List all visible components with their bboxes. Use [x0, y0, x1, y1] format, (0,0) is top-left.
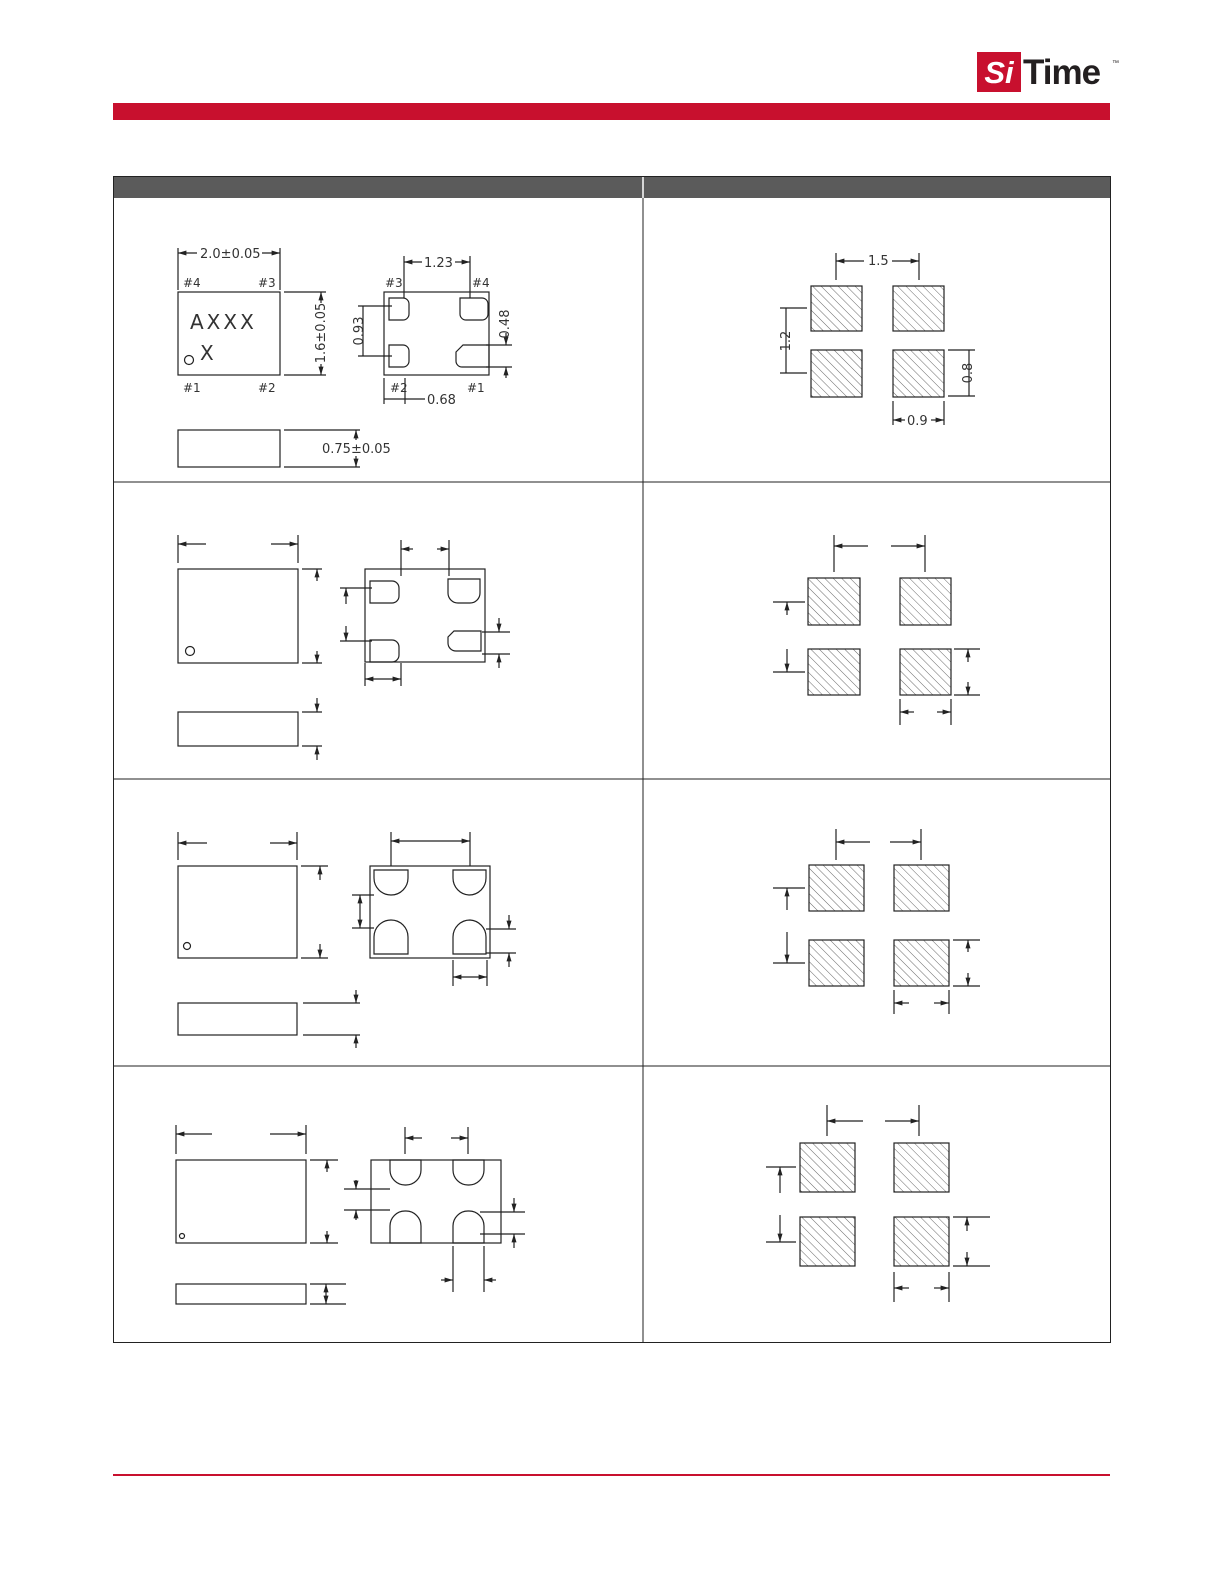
package-drawing-row1 [178, 248, 512, 467]
marking-line1: AXXX [190, 310, 257, 334]
logo-trademark: ™ [1112, 60, 1119, 67]
dim-land-pad-width: 0.9 [907, 414, 928, 429]
footer-accent-rule [113, 1474, 1110, 1476]
dim-land-pad-height: 0.8 [961, 362, 976, 384]
land-pattern-row2 [773, 535, 980, 725]
dim-land-pitch-h: 1.5 [868, 254, 889, 269]
logo-si-text: Si [984, 55, 1014, 90]
dim-top-height: 1.6±0.05 [314, 302, 329, 364]
land-pattern-row4 [766, 1105, 990, 1302]
pin-label-4-bottom: #4 [472, 276, 490, 290]
pin-label-1-top: #1 [183, 381, 201, 395]
pin-label-2-top: #2 [258, 381, 276, 395]
pin-label-1-bottom: #1 [467, 381, 485, 395]
package-drawing-row4 [176, 1125, 525, 1304]
package-drawing-row2 [178, 535, 510, 760]
pin-label-3-bottom: #3 [385, 276, 403, 290]
dim-pin-pitch-h: 1.23 [424, 256, 453, 271]
pin-label-2-bottom: #2 [390, 381, 408, 395]
package-side-view [178, 430, 280, 467]
dim-land-pitch-v: 1.2 [779, 330, 794, 352]
logo-time-text: Time [1023, 53, 1101, 92]
dim-pad-height: 0.48 [498, 309, 513, 339]
dim-pad-width: 0.68 [427, 393, 456, 408]
package-bottom-view [384, 292, 489, 375]
dim-thickness: 0.75±0.05 [322, 442, 391, 457]
dim-pin-pitch-v: 0.93 [352, 316, 367, 346]
land-pattern-row1 [780, 253, 975, 425]
land-pattern-row3 [773, 829, 980, 1014]
table-header-row [113, 176, 1111, 198]
pin-label-3-top: #3 [258, 276, 276, 290]
pin-label-4-top: #4 [183, 276, 201, 290]
dim-top-width: 2.0±0.05 [200, 247, 261, 262]
package-drawing-row3 [178, 832, 516, 1048]
marking-line2: X [200, 341, 217, 365]
